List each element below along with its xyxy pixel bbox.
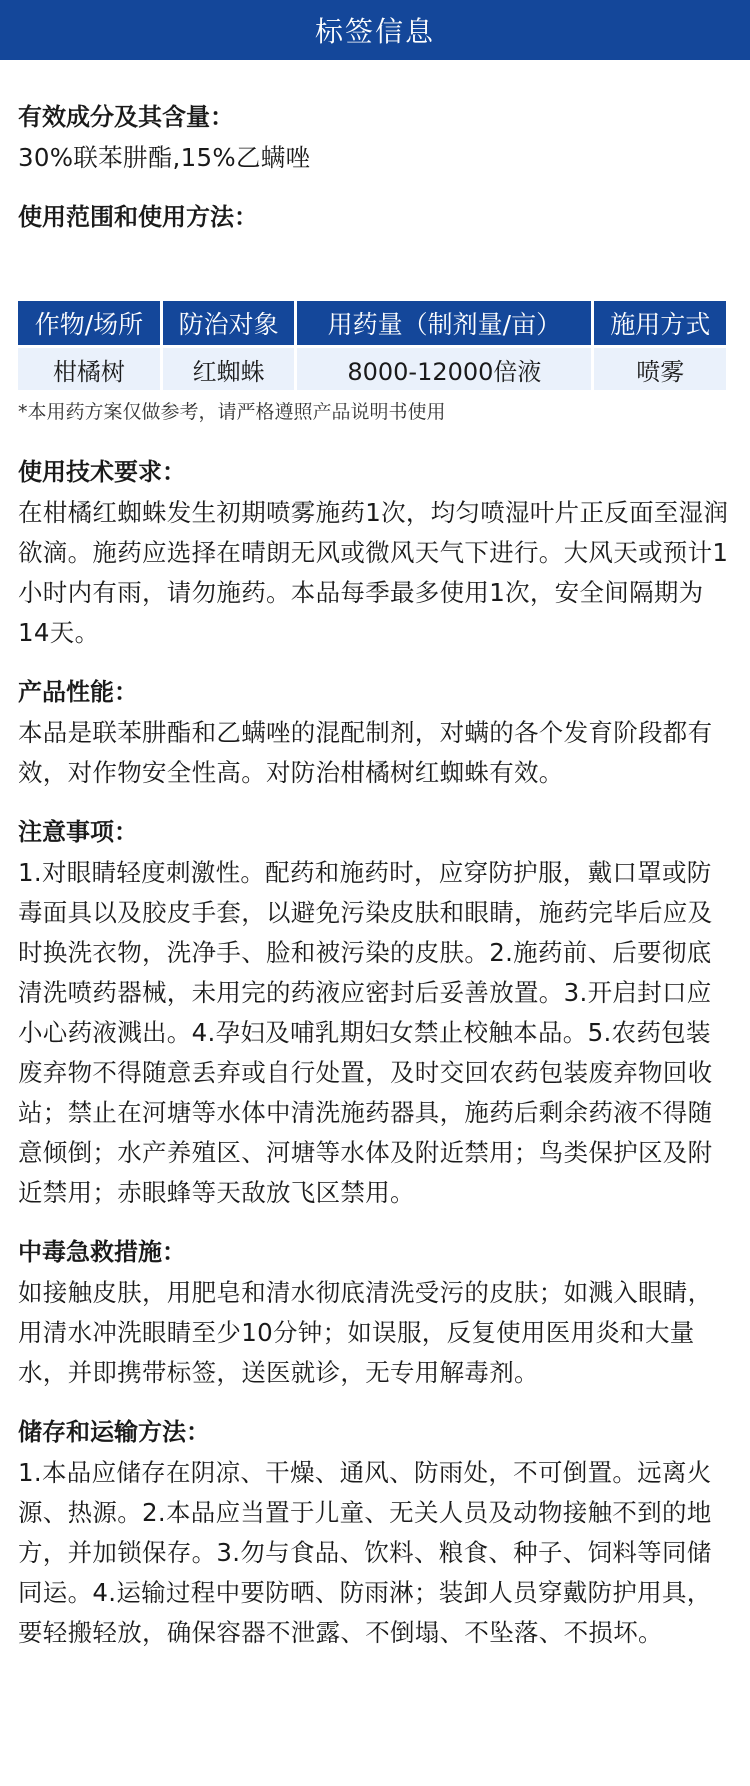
technical-title: 使用技术要求： xyxy=(18,458,186,486)
technical-text: 在柑橘红蜘蛛发生初期喷雾施药1次，均匀喷湿叶片正反面至湿润欲滴。施药应选择在晴朗无风或微风天气下进行。大风天或预计1小时内有雨，请勿施药。本品每季最多使用1次，安全间隔期为14天。 xyxy=(18,498,729,647)
ingredients-text: 30%联苯肼酯,15%乙螨唑 xyxy=(18,143,311,172)
ingredients-section xyxy=(18,100,732,178)
table-row xyxy=(18,348,726,390)
usage-cell-crop: 柑橘树 xyxy=(18,348,160,390)
usage-scope-section xyxy=(18,200,732,425)
performance-text: 本品是联苯肼酯和乙螨唑的混配制剂，对螨的各个发育阶段都有效，对作物安全性高。对防治柑橘树红蜘蛛有效。 xyxy=(18,718,713,787)
precautions-section xyxy=(18,815,732,1213)
label-content xyxy=(0,60,750,1653)
usage-scope-title: 使用范围和使用方法： xyxy=(18,203,258,231)
first-aid-title: 中毒急救措施： xyxy=(18,1238,186,1266)
usage-table-header-target: 防治对象 xyxy=(163,301,295,345)
technical-section xyxy=(18,455,732,653)
first-aid-section xyxy=(18,1235,732,1393)
performance-title: 产品性能： xyxy=(18,678,138,706)
page-title: 标签信息 xyxy=(314,15,435,48)
page-header xyxy=(0,0,750,60)
storage-title: 储存和运输方法： xyxy=(18,1418,210,1446)
first-aid-text: 如接触皮肤，用肥皂和清水彻底清洗受污的皮肤；如溅入眼睛，用清水冲洗眼睛至少10分钟；如误服，反复使用医用炎和大量水，并即携带标签，送医就诊，无专用解毒剂。 xyxy=(18,1278,713,1387)
usage-cell-target: 红蜘蛛 xyxy=(163,348,295,390)
ingredients-title: 有效成分及其含量： xyxy=(18,103,234,131)
usage-table-header-row xyxy=(18,301,726,345)
usage-table-header-dosage: 用药量（制剂量/亩） xyxy=(297,301,591,345)
storage-text: 1.本品应储存在阴凉、干燥、通风、防雨处，不可倒置。远离火源、热源。2.本品应当置于儿童、无关人员及动物接触不到的地方，并加锁保存。3.勿与食品、饮料、粮食、种子、饲料等同储同运。4.运输过程中要防晒、防雨淋；装卸人员穿戴防护用具，要轻搬轻放，确保容器不泄露、不倒塌、不坠落、不损坏。 xyxy=(18,1458,712,1647)
usage-cell-method: 喷雾 xyxy=(594,348,726,390)
storage-section xyxy=(18,1415,732,1653)
precautions-title: 注意事项： xyxy=(18,818,138,846)
usage-table-header-crop: 作物/场所 xyxy=(18,301,160,345)
usage-table xyxy=(15,298,729,393)
usage-cell-dosage: 8000-12000倍液 xyxy=(297,348,591,390)
usage-table-note: *本用药方案仅做参考，请严格遵照产品说明书使用 xyxy=(18,401,446,423)
usage-table-header-method: 施用方式 xyxy=(594,301,726,345)
precautions-text: 1.对眼睛轻度刺激性。配药和施药时，应穿防护服，戴口罩或防毒面具以及胶皮手套，以避免污染皮肤和眼睛，施药完毕后应及时换洗衣物，洗净手、脸和被污染的皮肤。2.施药前、后要彻底清洗喷药器械，未用完的药液应密封后妥善放置。3.开启封口应小心药液溅出。4.孕妇及哺乳期妇女禁止校触本品。5.农药包装废弃物不得随意丢弃或自行处置，及时交回农药包装废弃物回收站；禁止在河塘等水体中清洗施药器具，施药后剩余药液不得随意倾倒；水产养殖区、河塘等水体及附近禁用；鸟类保护区及附近禁用；赤眼蜂等天敌放飞区禁用。 xyxy=(18,858,713,1207)
performance-section xyxy=(18,675,732,793)
